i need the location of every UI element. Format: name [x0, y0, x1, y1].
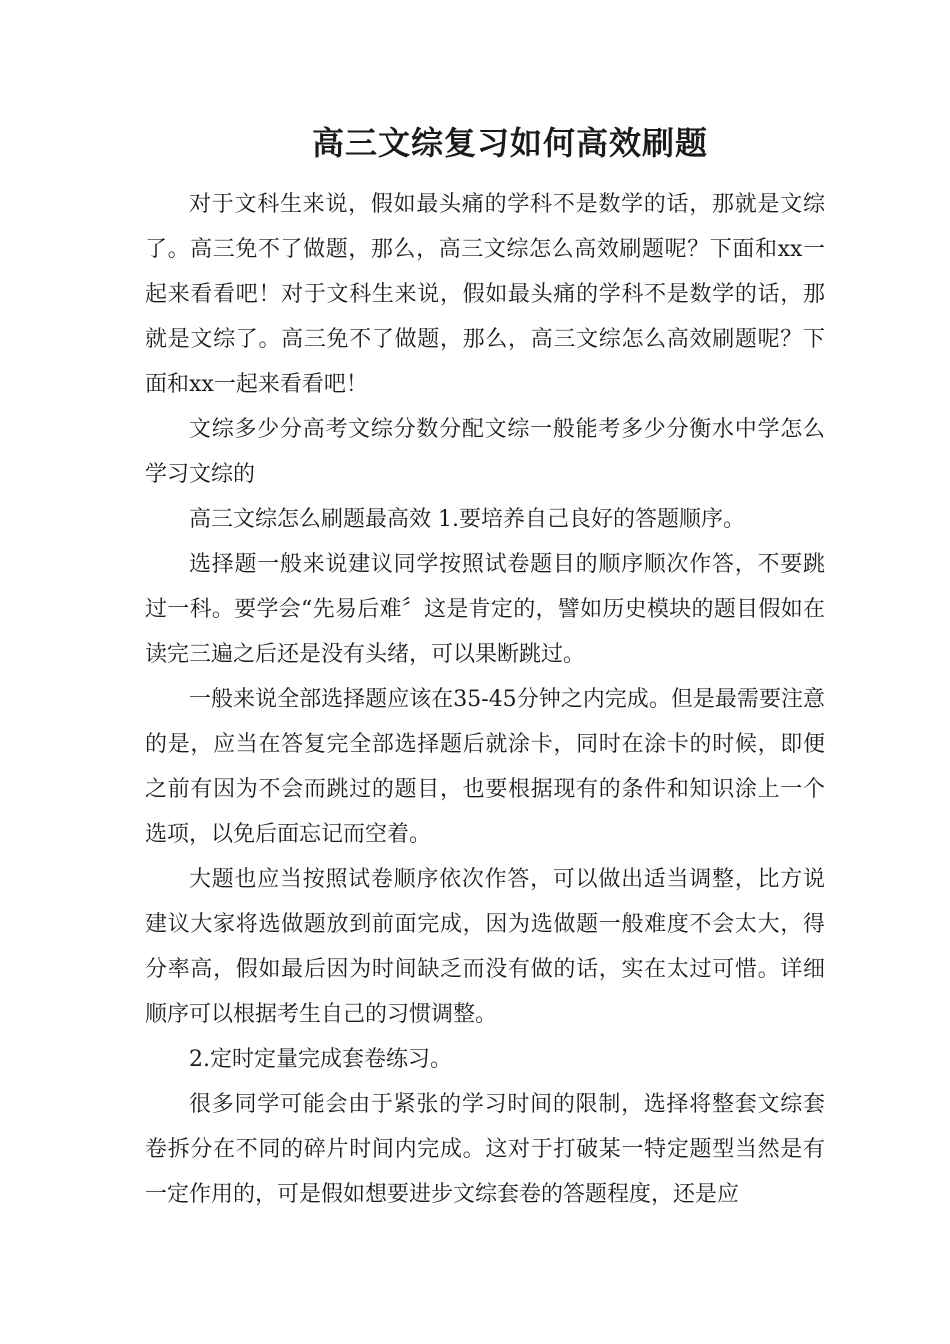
paragraph: 对于文科生来说，假如最头痛的学科不是数学的话，那就是文综了。高三免不了做题，那么，高三文综怎么高效刷题呢？下面和xx一起来看看吧！对于文科生来说，假如最头痛的学科不是数学的话，那就是文综了。高三免不了做题，那么，高三文综怎么高效刷题呢？下面和xx一起来看看吧！ — [145, 192, 825, 397]
paragraph: 大题也应当按照试卷顺序依次作答，可以做出适当调整，比方说建议大家将选做题放到前面完成，因为选做题一般难度不会太大，得分率高，假如最后因为时间缺乏而没有做的话，实在太过可惜。详细顺序可以根据考生自己的习惯调整。 — [145, 867, 825, 1027]
paragraph: 文综多少分高考文综分数分配文综一般能考多少分衡水中学怎么学习文综的 — [145, 417, 825, 487]
document-title: 高三文综复习如何高效刷题 — [311, 124, 708, 162]
paragraph: 一般来说全部选择题应该在35-45分钟之内完成。但是最需要注意的是，应当在答复完全部选择题后就涂卡，同时在涂卡的时候，即便之前有因为不会而跳过的题目，也要根据现有的条件和知识涂上一个选项，以免后面忘记而空着。 — [145, 687, 825, 847]
paragraph: 2.定时定量完成套卷练习。 — [189, 1047, 452, 1072]
paragraph: 高三文综怎么刷题最高效 1.要培养自己良好的答题顺序。 — [189, 507, 745, 532]
paragraph: 很多同学可能会由于紧张的学习时间的限制，选择将整套文综套卷拆分在不同的碎片时间内完成。这对于打破某一特定题型当然是有一定作用的，可是假如想要进步文综套卷的答题程度，还是应 — [145, 1092, 825, 1207]
document-body — [145, 182, 825, 1217]
paragraph: 选择题一般来说建议同学按照试卷题目的顺序顺次作答，不要跳过一科。要学会“先易后难〞这是肯定的，譬如历史模块的题目假如在读完三遍之后还是没有头绪，可以果断跳过。 — [145, 552, 825, 667]
